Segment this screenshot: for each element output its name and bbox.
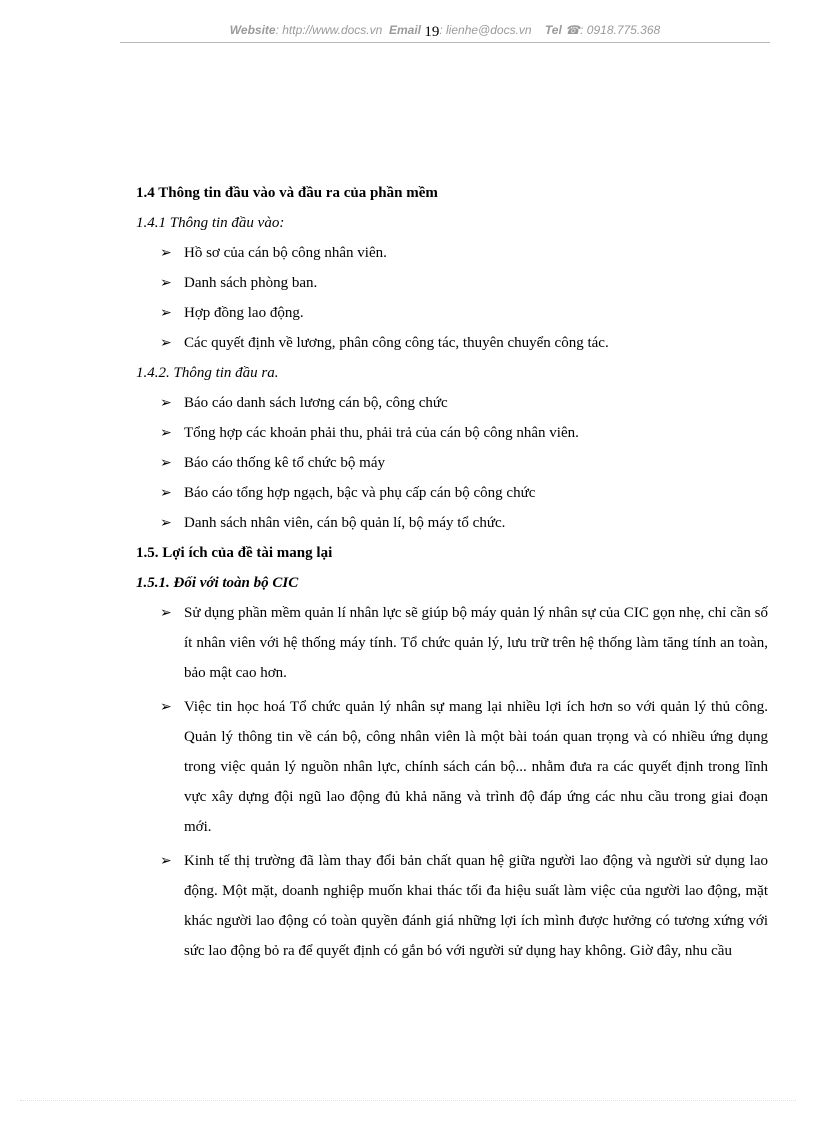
arrow-bullet-icon: ➢ bbox=[160, 395, 172, 411]
section-1-4-2-heading: 1.4.2. Thông tin đầu ra. bbox=[136, 365, 279, 381]
paragraph: ➢ Sử dụng phần mềm quản lí nhân lực sẽ giúp bộ máy quản lý nhân sự của CIC gọn nhẹ, chỉ cần số ít nhân viên với hệ thống máy tính. Tổ chức quản lý, lưu trữ trên hệ thống làm tăng tính an toàn, bảo mật cao hơn. bbox=[136, 598, 768, 688]
section-1-5-1-heading: 1.5.1. Đối với toàn bộ CIC bbox=[136, 575, 299, 591]
arrow-bullet-icon: ➢ bbox=[160, 275, 172, 291]
page-bottom-divider bbox=[20, 1100, 796, 1101]
list-item: ➢ Danh sách nhân viên, cán bộ quản lí, bộ máy tổ chức. bbox=[136, 508, 768, 538]
section-1-4-1-heading: 1.4.1 Thông tin đầu vào: bbox=[136, 215, 285, 231]
arrow-bullet-icon: ➢ bbox=[160, 425, 172, 441]
page-header bbox=[120, 22, 770, 43]
list-item: ➢ Hợp đồng lao động. bbox=[136, 298, 768, 328]
paragraph: ➢ Việc tin học hoá Tổ chức quản lý nhân sự mang lại nhiều lợi ích hơn so với quản lý thủ công. Quản lý thông tin về cán bộ, công nhân viên là một bài toán quan trọng và có nhiều ứng dụng trong việc quản lý nguồn nhân lực, chính sách cán bộ... nhằm đưa ra các quyết định trong lĩnh vực xây dựng đội ngũ lao động đủ khả năng và trình độ đáp ứng các nhu cầu trong giai đoạn mới. bbox=[136, 692, 768, 842]
section-1-4-title: 1.4 Thông tin đầu vào và đầu ra của phần mềm bbox=[136, 185, 438, 201]
list-item: ➢ Hồ sơ của cán bộ công nhân viên. bbox=[136, 238, 768, 268]
arrow-bullet-icon: ➢ bbox=[160, 245, 172, 261]
section-1-5-title: 1.5. Lợi ích của đề tài mang lại bbox=[136, 545, 333, 561]
list-item: ➢ Tổng hợp các khoản phải thu, phải trả của cán bộ công nhân viên. bbox=[136, 418, 768, 448]
arrow-bullet-icon: ➢ bbox=[160, 485, 172, 501]
list-item: ➢ Các quyết định về lương, phân công công tác, thuyên chuyển công tác. bbox=[136, 328, 768, 358]
arrow-bullet-icon: ➢ bbox=[160, 853, 172, 869]
website-url: : http://www.docs.vn bbox=[275, 23, 383, 37]
arrow-bullet-icon: ➢ bbox=[160, 455, 172, 471]
tel-label: Tel bbox=[544, 23, 562, 37]
arrow-bullet-icon: ➢ bbox=[160, 305, 172, 321]
website-label: Website bbox=[229, 23, 276, 37]
arrow-bullet-icon: ➢ bbox=[160, 515, 172, 531]
arrow-bullet-icon: ➢ bbox=[160, 335, 172, 351]
list-item: ➢ Danh sách phòng ban. bbox=[136, 268, 768, 298]
email-value: : lienhe@docs.vn bbox=[439, 23, 532, 37]
tel-value: : 0918.775.368 bbox=[580, 23, 661, 37]
list-item: ➢ Báo cáo tổng hợp ngạch, bậc và phụ cấp cán bộ công chức bbox=[136, 478, 768, 508]
page-number: 19 bbox=[424, 24, 440, 40]
phone-icon: ☎ bbox=[565, 23, 581, 37]
list-item: ➢ Báo cáo danh sách lương cán bộ, công chức bbox=[136, 388, 768, 418]
arrow-bullet-icon: ➢ bbox=[160, 699, 172, 715]
email-label: Email bbox=[388, 23, 421, 37]
list-item: ➢ Báo cáo thống kê tổ chức bộ máy bbox=[136, 448, 768, 478]
paragraph: ➢ Kinh tế thị trường đã làm thay đổi bản chất quan hệ giữa người lao động và người sử dụng lao động. Một mặt, doanh nghiệp muốn khai thác tối đa hiệu suất làm việc của người lao động, mặt khác người lao động có toàn quyền đánh giá những lợi ích mình được hưởng có tương xứng với sức lao động bỏ ra để quyết định có gắn bó với người sử dụng hay không. Giờ đây, nhu cầu bbox=[136, 846, 768, 966]
document-body bbox=[136, 178, 768, 966]
arrow-bullet-icon: ➢ bbox=[160, 605, 172, 621]
